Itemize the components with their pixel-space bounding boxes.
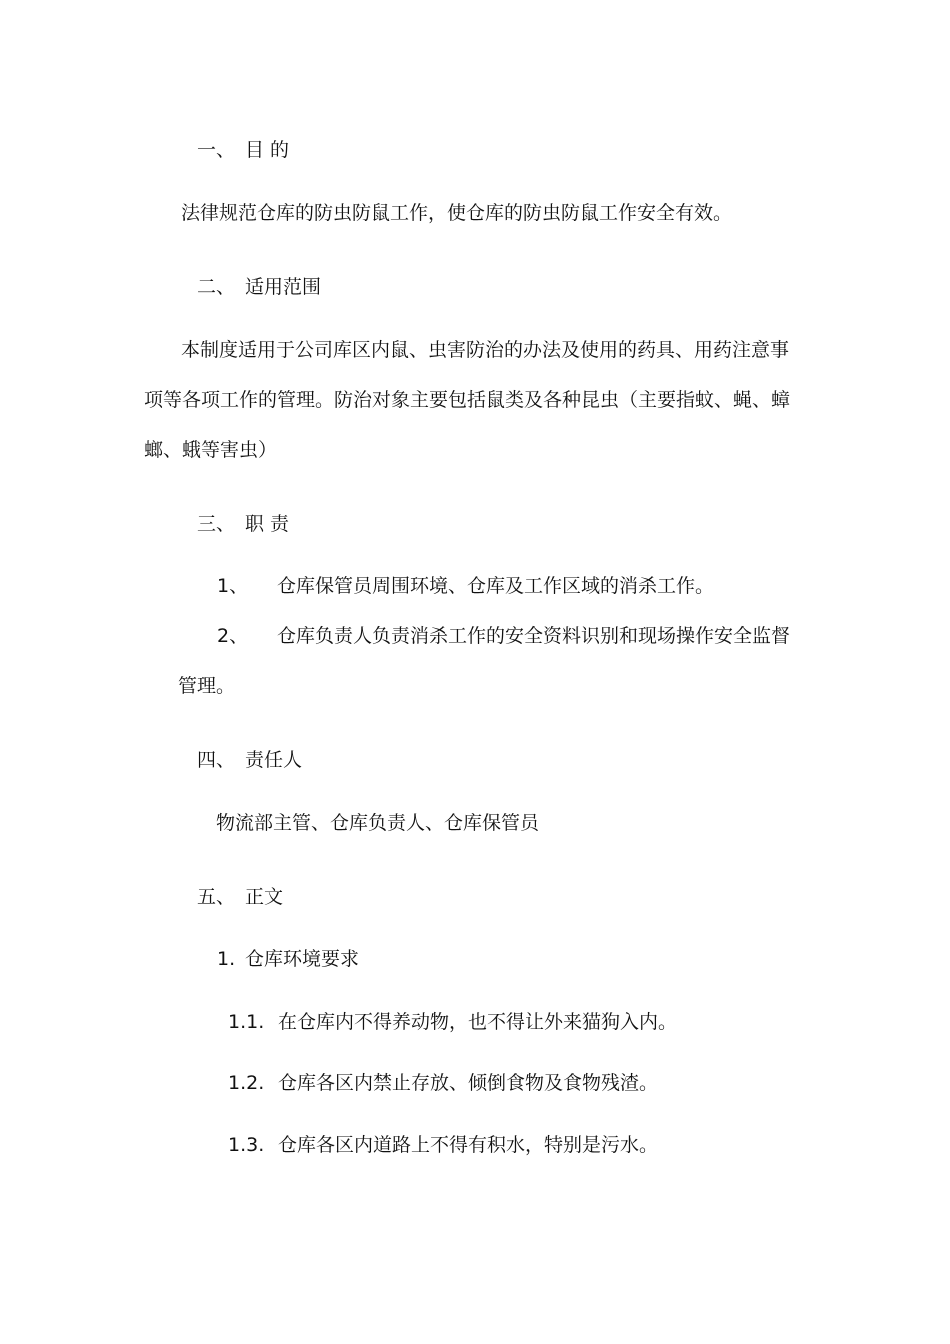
subsection-1-heading: 仓库环境要求 bbox=[245, 948, 360, 970]
section-2-number: 二、 bbox=[197, 276, 236, 298]
section-2-body-line-2: 项等各项工作的管理。防治对象主要包括鼠类及各种昆虫（主要指蚊、蝇、蟑 bbox=[144, 389, 791, 411]
rule-1-3-number: 1.3. bbox=[228, 1134, 265, 1156]
section-4-number: 四、 bbox=[197, 749, 236, 771]
section-1-heading: 目 的 bbox=[245, 139, 290, 161]
duty-item-2-continuation: 管理。 bbox=[178, 675, 236, 697]
rule-1-2-text: 仓库各区内禁止存放、倾倒食物及食物残渣。 bbox=[278, 1072, 659, 1094]
section-5-number: 五、 bbox=[197, 886, 236, 908]
section-3-number: 三、 bbox=[197, 513, 236, 535]
subsection-1-number: 1. bbox=[217, 948, 236, 970]
section-2-heading: 适用范围 bbox=[245, 276, 322, 298]
section-5-heading: 正文 bbox=[245, 886, 284, 908]
duty-item-1-text: 仓库保管员周围环境、仓库及工作区域的消杀工作。 bbox=[277, 575, 715, 597]
section-4-heading: 责任人 bbox=[245, 749, 303, 771]
section-2-body-line-1: 本制度适用于公司库区内鼠、虫害防治的办法及使用的药具、用药注意事 bbox=[181, 339, 790, 361]
rule-1-3-text: 仓库各区内道路上不得有积水，特别是污水。 bbox=[278, 1134, 659, 1156]
section-1-number: 一、 bbox=[197, 139, 236, 161]
rule-1-2-number: 1.2. bbox=[228, 1072, 265, 1094]
section-1-body: 法律规范仓库的防虫防鼠工作，使仓库的防虫防鼠工作安全有效。 bbox=[181, 202, 733, 224]
duty-item-2-text: 仓库负责人负责消杀工作的安全资料识别和现场操作安全监督 bbox=[277, 625, 791, 647]
section-2-body-line-3: 螂、蛾等害虫） bbox=[144, 439, 278, 461]
section-4-body: 物流部主管、仓库负责人、仓库保管员 bbox=[216, 812, 540, 834]
rule-1-1-number: 1.1. bbox=[228, 1011, 265, 1033]
section-3-heading: 职 责 bbox=[245, 513, 290, 535]
duty-item-1-number: 1、 bbox=[217, 575, 249, 597]
duty-item-2-number: 2、 bbox=[217, 625, 249, 647]
rule-1-1-text: 在仓库内不得养动物，也不得让外来猫狗入内。 bbox=[278, 1011, 678, 1033]
